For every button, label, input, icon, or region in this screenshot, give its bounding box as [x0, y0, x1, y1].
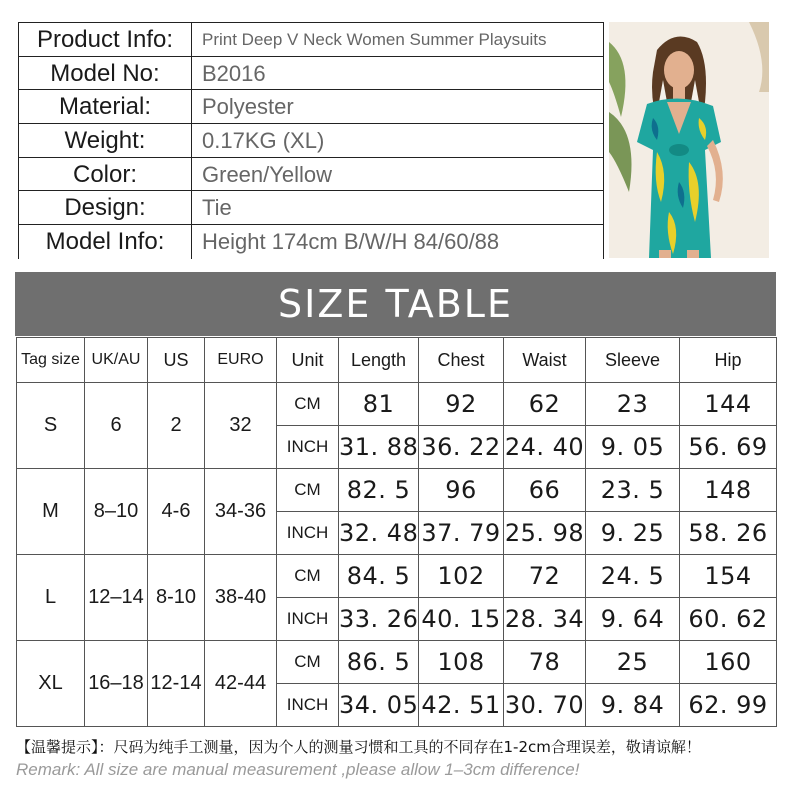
- sleeve-cell: 9. 25: [586, 512, 680, 555]
- sleeve-cell: 9. 84: [586, 684, 680, 727]
- chest-cell: 102: [419, 555, 504, 598]
- header-euro: EURO: [205, 338, 277, 383]
- info-row-model-info: [18, 225, 604, 259]
- header-waist: Waist: [504, 338, 586, 383]
- sleeve-cell: 9. 05: [586, 426, 680, 469]
- model-photo: [609, 22, 769, 258]
- tag-size-cell: L: [17, 555, 85, 641]
- unit-cell: INCH: [277, 426, 339, 469]
- header-length: Length: [339, 338, 419, 383]
- hip-cell: 154: [680, 555, 777, 598]
- sleeve-cell: 24. 5: [586, 555, 680, 598]
- us-cell: 12-14: [148, 641, 205, 727]
- note-english: Remark: All size are manual measurement ,please allow 1–3cm difference!: [16, 760, 580, 779]
- size-table-header-row: [17, 338, 777, 383]
- us-cell: 4-6: [148, 469, 205, 555]
- uk-au-cell: 12–14: [85, 555, 148, 641]
- waist-cell: 72: [504, 555, 586, 598]
- unit-cell: CM: [277, 383, 339, 426]
- info-value: Green/Yellow: [192, 158, 604, 191]
- header-chest: Chest: [419, 338, 504, 383]
- unit-cell: INCH: [277, 598, 339, 641]
- info-value: Polyester: [192, 90, 604, 123]
- tag-size-cell: M: [17, 469, 85, 555]
- euro-cell: 34-36: [205, 469, 277, 555]
- waist-cell: 78: [504, 641, 586, 684]
- header-us: US: [148, 338, 205, 383]
- hip-cell: 58. 26: [680, 512, 777, 555]
- info-label: Design:: [18, 191, 192, 224]
- chest-cell: 40. 15: [419, 598, 504, 641]
- length-cell: 81: [339, 383, 419, 426]
- unit-cell: CM: [277, 555, 339, 598]
- uk-au-cell: 16–18: [85, 641, 148, 727]
- info-row-weight: [18, 124, 604, 158]
- size-table: [16, 337, 777, 727]
- info-value: Height 174cm B/W/H 84/60/88: [192, 225, 604, 259]
- sleeve-cell: 23. 5: [586, 469, 680, 512]
- info-label: Weight:: [18, 124, 192, 157]
- size-table-title: SIZE TABLE: [15, 272, 776, 336]
- euro-cell: 38-40: [205, 555, 277, 641]
- euro-cell: 42-44: [205, 641, 277, 727]
- info-row-color: [18, 158, 604, 192]
- length-cell: 32. 48: [339, 512, 419, 555]
- length-cell: 34. 05: [339, 684, 419, 727]
- info-label: Product Info:: [18, 23, 192, 56]
- product-info-table: [18, 22, 604, 259]
- model-illustration: [609, 22, 769, 258]
- info-value: Print Deep V Neck Women Summer Playsuits: [192, 23, 604, 56]
- us-cell: 2: [148, 383, 205, 469]
- tag-size-cell: S: [17, 383, 85, 469]
- chest-cell: 37. 79: [419, 512, 504, 555]
- table-row: [17, 383, 777, 426]
- info-value: B2016: [192, 57, 604, 90]
- chest-cell: 92: [419, 383, 504, 426]
- euro-cell: 32: [205, 383, 277, 469]
- sleeve-cell: 9. 64: [586, 598, 680, 641]
- hip-cell: 60. 62: [680, 598, 777, 641]
- info-value: 0.17KG (XL): [192, 124, 604, 157]
- table-row: [17, 641, 777, 684]
- hip-cell: 56. 69: [680, 426, 777, 469]
- header-uk-au: UK/AU: [85, 338, 148, 383]
- info-label: Color:: [18, 158, 192, 191]
- unit-cell: CM: [277, 469, 339, 512]
- header-tag-size: Tag size: [17, 338, 85, 383]
- length-cell: 33. 26: [339, 598, 419, 641]
- us-cell: 8-10: [148, 555, 205, 641]
- waist-cell: 30. 70: [504, 684, 586, 727]
- chest-cell: 42. 51: [419, 684, 504, 727]
- unit-cell: CM: [277, 641, 339, 684]
- note-chinese: 【温馨提示】：尺码为纯手工测量，因为个人的测量习惯和工具的不同存在1-2cm合理误差，敬请谅解！: [16, 738, 701, 756]
- waist-cell: 66: [504, 469, 586, 512]
- sleeve-cell: 25: [586, 641, 680, 684]
- sleeve-cell: 23: [586, 383, 680, 426]
- hip-cell: 144: [680, 383, 777, 426]
- hip-cell: 160: [680, 641, 777, 684]
- info-label: Model No:: [18, 57, 192, 90]
- chest-cell: 36. 22: [419, 426, 504, 469]
- length-cell: 31. 88: [339, 426, 419, 469]
- info-label: Material:: [18, 90, 192, 123]
- unit-cell: INCH: [277, 684, 339, 727]
- chest-cell: 96: [419, 469, 504, 512]
- length-cell: 82. 5: [339, 469, 419, 512]
- info-row-product: [18, 23, 604, 57]
- uk-au-cell: 8–10: [85, 469, 148, 555]
- chest-cell: 108: [419, 641, 504, 684]
- waist-cell: 28. 34: [504, 598, 586, 641]
- hip-cell: 148: [680, 469, 777, 512]
- waist-cell: 62: [504, 383, 586, 426]
- table-row: [17, 555, 777, 598]
- hip-cell: 62. 99: [680, 684, 777, 727]
- header-hip: Hip: [680, 338, 777, 383]
- length-cell: 84. 5: [339, 555, 419, 598]
- waist-cell: 25. 98: [504, 512, 586, 555]
- info-row-model-no: [18, 57, 604, 91]
- info-label: Model Info:: [18, 225, 192, 259]
- length-cell: 86. 5: [339, 641, 419, 684]
- table-row: [17, 469, 777, 512]
- info-row-material: [18, 90, 604, 124]
- header-unit: Unit: [277, 338, 339, 383]
- uk-au-cell: 6: [85, 383, 148, 469]
- tag-size-cell: XL: [17, 641, 85, 727]
- unit-cell: INCH: [277, 512, 339, 555]
- header-sleeve: Sleeve: [586, 338, 680, 383]
- info-value: Tie: [192, 191, 604, 224]
- info-row-design: [18, 191, 604, 225]
- waist-cell: 24. 40: [504, 426, 586, 469]
